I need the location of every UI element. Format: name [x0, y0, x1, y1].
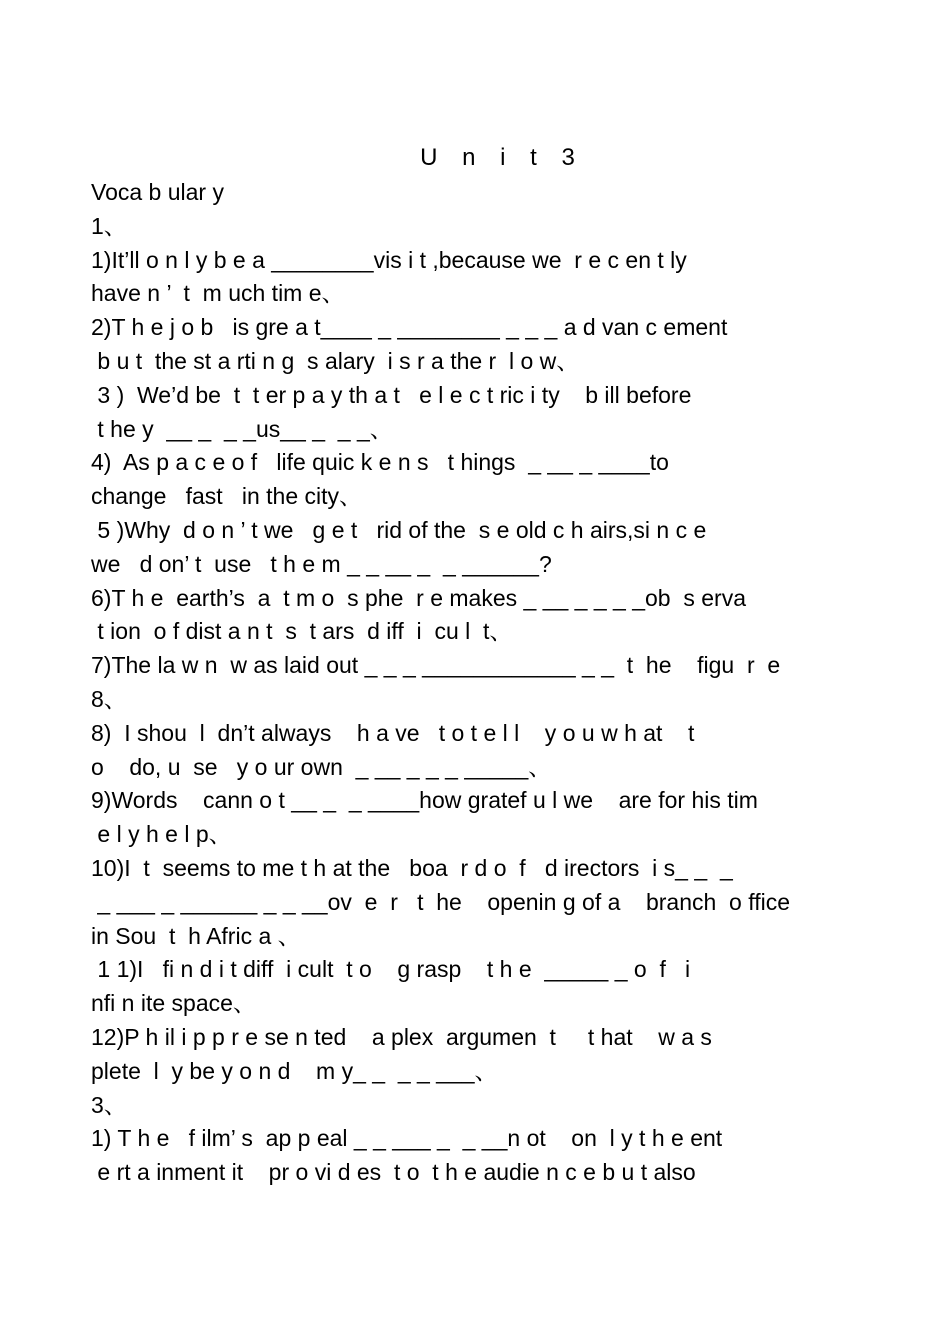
text-line: we d on’ t use t h e m _ _ __ _ _ ______?: [91, 550, 552, 577]
text-line: o do, u se y o ur own _ __ _ _ _ _____、: [91, 753, 552, 780]
text-line: e rt a inment it pr o vi d es t o t h e audie n c e b u t also: [91, 1159, 696, 1186]
document-body: [91, 176, 861, 1190]
text-line: 8、: [91, 685, 127, 712]
text-line: 8) I shou l dn’t always h a ve t o t e l l y o u w h at t: [91, 719, 695, 746]
text-line: 7)The la w n w as laid out _ _ _ ____________ _ _ t he figu r e: [91, 652, 781, 679]
text-line: 12)P h il i p p r e se n ted a plex argumen t t hat w a s: [91, 1023, 712, 1050]
text-line: t ion o f dist a n t s t ars d iff i cu l t、: [91, 618, 513, 645]
text-line: 5 )Why d o n ’ t we g e t rid of the s e old c h airs,si n c e: [91, 516, 707, 543]
text-line: 1、: [91, 212, 127, 239]
text-line: t he y __ _ _ _us__ _ _ _、: [91, 415, 393, 442]
text-line: in Sou t h Afric a 、: [91, 922, 301, 949]
text-line: Voca b ular y: [91, 179, 224, 205]
text-line: 9)Words cann o t __ _ _ ____how gratef u l we are for his tim: [91, 787, 758, 814]
text-line: 4) As p a c e o f life quic k e n s t hings _ __ _ ____to: [91, 449, 669, 476]
text-line: 3 ) We’d be t t er p a y th a t e l e c t ric i ty b ill before: [91, 381, 692, 408]
text-line: 1)It’ll o n l y b e a ________vis i t ,because we r e c en t ly: [91, 246, 687, 273]
text-line: 10)I t seems to me t h at the boa r d o f d irectors i s_ _ _: [91, 854, 733, 881]
text-line: have n ’ t m uch tim e、: [91, 280, 345, 307]
text-line: nfi n ite space、: [91, 990, 256, 1017]
text-line: 1) T h e f ilm’ s ap p eal _ _ ___ _ _ __n ot on l y t h e ent: [91, 1125, 723, 1152]
text-line: change fast in the city、: [91, 483, 363, 510]
text-line: b u t the st a rti n g s alary i s r a the r l o w、: [91, 347, 580, 374]
text-line: 3、: [91, 1091, 127, 1118]
page-title: U n i t 3: [420, 144, 584, 171]
text-line: 2)T h e j o b is gre a t____ _ ________ _ _ _ a d van c ement: [91, 314, 728, 341]
text-line: 6)T h e earth’s a t m o s phe r e makes _ __ _ _ _ _ob s erva: [91, 584, 746, 611]
text-line: 1 1)I fi n d i t diff i cult t o g rasp t h e _____ _ o f i: [91, 956, 691, 983]
text-line: _ ___ _ ______ _ _ __ov e r t he openin g of a branch o ffice: [91, 888, 791, 915]
text-line: e l y h e l p、: [91, 821, 232, 848]
text-line: plete l y be y o n d m y_ _ _ _ ___、: [91, 1057, 498, 1084]
